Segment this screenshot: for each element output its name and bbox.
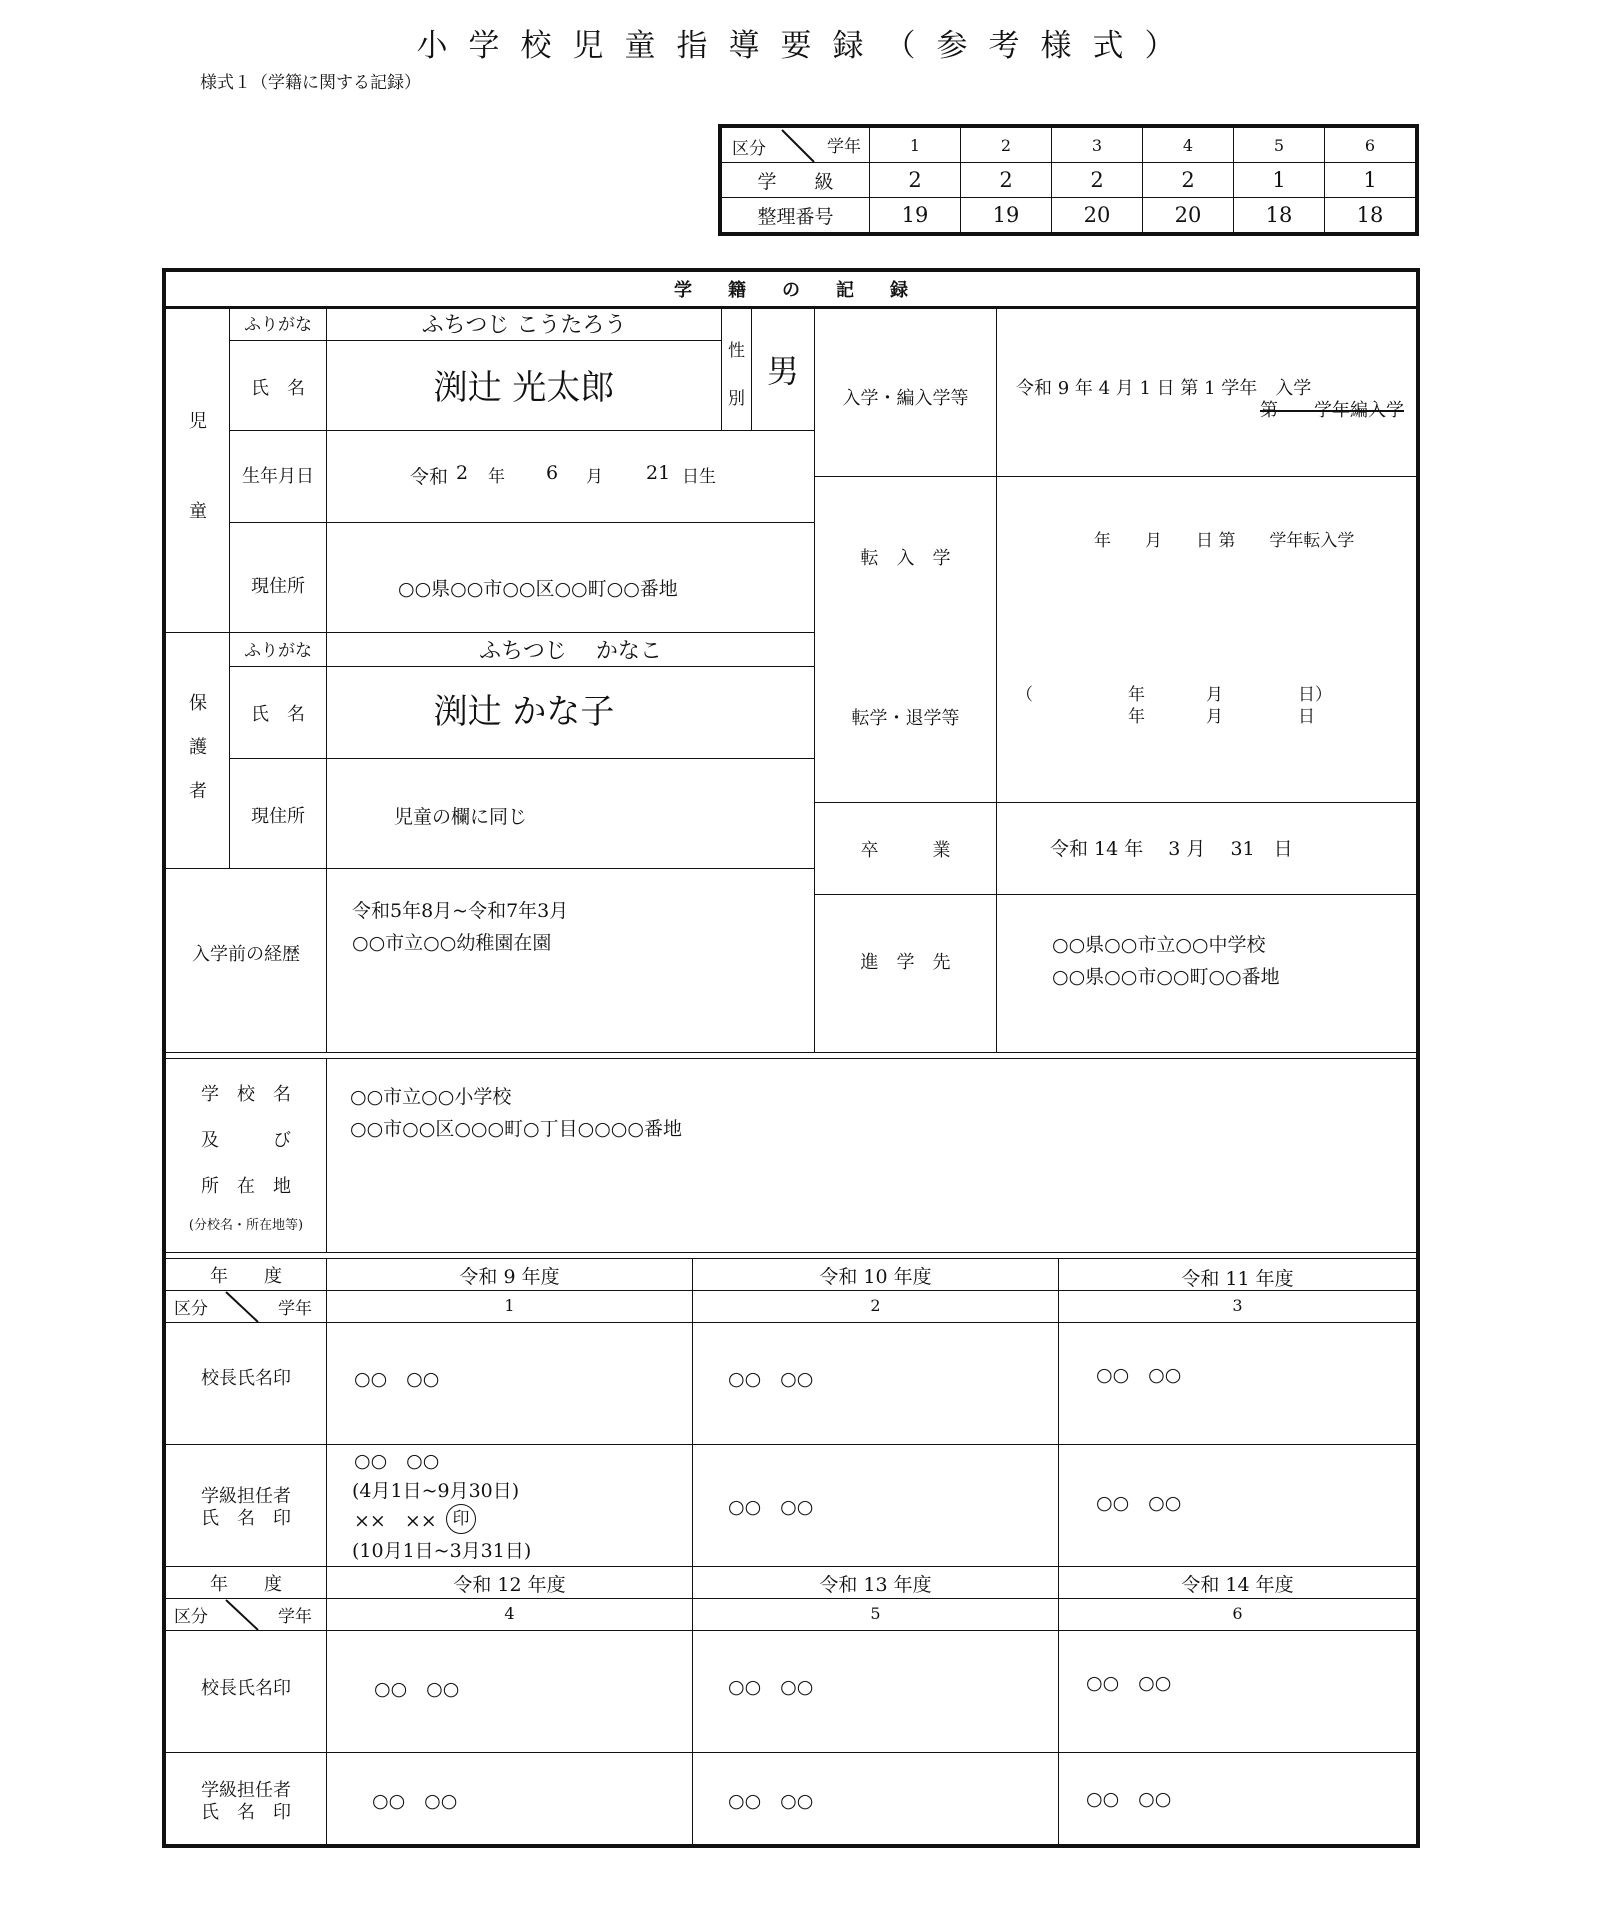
child-side-label-2: 童 [189, 501, 207, 522]
rule [166, 1052, 1416, 1053]
form-subtitle: 様式１（学籍に関する記録） [200, 73, 421, 93]
rule [996, 306, 997, 1052]
gakunen-label: 学年 [278, 1607, 312, 1627]
page-title: 小学校児童指導要録（参考様式） [416, 28, 1197, 64]
gakunen-label: 学年 [278, 1299, 312, 1319]
next-school-address: ○○県○○市○○町○○番地 [1052, 966, 1280, 988]
class-row [720, 163, 1417, 198]
next-school-label: 進 学 先 [860, 952, 951, 973]
transfer-entrance-struck: 第 学年編入学 [1260, 400, 1404, 421]
child-side-label-1: 児 [189, 411, 207, 432]
rule [814, 894, 1416, 895]
rule [229, 758, 814, 759]
sex-label-1: 性 [728, 341, 745, 361]
principal-r12: ○○ ○○ [374, 1678, 460, 1700]
child-furigana: ふちつじ こうたろう [421, 313, 627, 338]
teacher-label-2: 氏 名 印 [201, 1802, 291, 1823]
roll-number-value: 20 [1052, 198, 1143, 235]
grade-3: 3 [1232, 1296, 1243, 1315]
child-name-label: 氏 名 [251, 378, 305, 399]
rule [166, 868, 814, 869]
birth-day-unit: 日生 [682, 467, 716, 487]
rule [166, 1598, 1416, 1599]
teacher-r11: ○○ ○○ [1096, 1492, 1182, 1514]
year-r10: 令和 10 年度 [819, 1266, 932, 1288]
rule [326, 306, 327, 1052]
child-sex: 男 [766, 352, 799, 390]
kubun-label: 区分 [174, 1299, 208, 1319]
class-value: 2 [1052, 163, 1143, 198]
school-address: ○○市○○区○○○町○丁目○○○○番地 [350, 1118, 682, 1140]
leave-month: 月 [1206, 707, 1223, 727]
birth-year-unit: 年 [488, 467, 505, 487]
kubun-label: 区分 [174, 1607, 208, 1627]
school-label-note: (分校名・所在地等) [188, 1218, 304, 1233]
principal-r10: ○○ ○○ [728, 1368, 814, 1390]
roll-number-value: 18 [1325, 198, 1418, 235]
rule [166, 1058, 1416, 1059]
rule [814, 802, 1416, 803]
principal-label: 校長氏名印 [201, 1678, 291, 1699]
school-label-2: 及 び [201, 1130, 291, 1151]
guardian-furigana-label: ふりがな [244, 641, 312, 661]
seal-stamp [446, 1504, 476, 1534]
grade-6: 6 [1232, 1604, 1243, 1623]
child-name: 渕辻 光太郎 [433, 368, 615, 408]
rule [692, 1258, 693, 1844]
next-school-name: ○○県○○市立○○中学校 [1052, 934, 1266, 956]
rule [166, 1566, 1416, 1567]
rule [166, 1252, 1416, 1253]
teacher-r9-first: ○○ ○○ [354, 1450, 440, 1472]
seal-stamp-text: 印 [446, 1504, 476, 1534]
grade-number: 6 [1325, 126, 1418, 163]
grade-4: 4 [504, 1604, 515, 1623]
rule [166, 1322, 1416, 1323]
teacher-r14: ○○ ○○ [1086, 1788, 1172, 1810]
guardian-name: 渕辻 かな子 [433, 692, 615, 732]
rule [166, 632, 814, 633]
transfer-out-day: 日） [1298, 685, 1332, 705]
pre-school-period: 令和5年8月~令和7年3月 [352, 900, 569, 922]
grade-number: 3 [1052, 126, 1143, 163]
year-r9: 令和 9 年度 [459, 1266, 560, 1288]
guardian-address-label: 現住所 [251, 806, 305, 827]
guardian-name-label: 氏 名 [251, 704, 305, 725]
transfer-in-label: 転 入 学 [860, 548, 951, 569]
teacher-label-1: 学級担任者 [201, 1486, 291, 1507]
rule [166, 1258, 1416, 1259]
roll-number-value: 20 [1143, 198, 1234, 235]
transfer-out-label: 転学・退学等 [851, 708, 960, 729]
grade-5: 5 [870, 1604, 881, 1623]
grade-header-row [720, 126, 1417, 163]
rule [721, 306, 722, 430]
pre-school-label: 入学前の経歴 [192, 944, 300, 965]
transfer-in-text: 年 月 日 第 学年転入学 [1094, 531, 1355, 551]
enrollment-record-form [162, 268, 1420, 1848]
class-value: 2 [1143, 163, 1234, 198]
roll-number-row [720, 198, 1417, 235]
year-r14: 令和 14 年度 [1181, 1574, 1294, 1596]
graduation-label: 卒 業 [860, 840, 951, 861]
class-value: 1 [1325, 163, 1418, 198]
guardian-address: 児童の欄に同じ [394, 806, 528, 828]
rule [814, 476, 1416, 477]
guardian-side-label-3: 者 [189, 781, 207, 802]
teacher-r9-second-period: (10月1日~3月31日) [352, 1540, 532, 1562]
class-label: 学 級 [720, 163, 870, 198]
grade-2: 2 [870, 1296, 881, 1315]
teacher-r9-first-period: (4月1日~9月30日) [352, 1480, 520, 1502]
school-name: ○○市立○○小学校 [350, 1086, 512, 1108]
year-label: 年 度 [210, 1266, 282, 1287]
sex-label-2: 別 [728, 389, 745, 409]
birth-month: 6 [546, 462, 559, 484]
grade-number: 2 [961, 126, 1052, 163]
grade-number: 4 [1143, 126, 1234, 163]
section-title: 学 籍 の 記 録 [674, 280, 908, 301]
transfer-out-month: 月 [1206, 685, 1223, 705]
rule [326, 1258, 327, 1844]
rule [229, 340, 721, 341]
teacher-r10: ○○ ○○ [728, 1496, 814, 1518]
class-value: 2 [961, 163, 1052, 198]
roll-number-value: 19 [870, 198, 961, 235]
principal-label: 校長氏名印 [201, 1368, 291, 1389]
birth-day: 21 [646, 462, 671, 484]
entrance-label: 入学・編入学等 [842, 388, 969, 409]
grade-table [718, 124, 1419, 236]
rule [166, 1444, 1416, 1445]
graduation-date: 令和 14 年 3 月 31 日 [1050, 838, 1293, 860]
guardian-side-label-1: 保 [189, 693, 207, 714]
leave-day: 日 [1298, 707, 1315, 727]
teacher-r13: ○○ ○○ [728, 1790, 814, 1812]
rule [166, 1752, 1416, 1753]
roll-number-label: 整理番号 [720, 198, 870, 235]
rule [814, 306, 815, 1052]
kubun-label: 区分 [732, 139, 766, 159]
entrance-text: 令和 9 年 4 月 1 日 第 1 学年 入学 [1016, 378, 1312, 399]
rule [229, 666, 814, 667]
pre-school-name: ○○市立○○幼稚園在園 [352, 932, 552, 954]
year-r12: 令和 12 年度 [453, 1574, 566, 1596]
child-address: ○○県○○市○○区○○町○○番地 [398, 578, 678, 600]
roll-number-value: 19 [961, 198, 1052, 235]
principal-r14: ○○ ○○ [1086, 1672, 1172, 1694]
birth-era: 令和 [410, 466, 449, 488]
class-value: 1 [1234, 163, 1325, 198]
birth-year: 2 [456, 462, 469, 484]
guardian-side-label-2: 護 [189, 737, 207, 758]
rule [166, 1290, 1416, 1291]
teacher-label-2: 氏 名 印 [201, 1508, 291, 1529]
year-label: 年 度 [210, 1574, 282, 1595]
grade-number: 1 [870, 126, 961, 163]
child-furigana-label: ふりがな [244, 315, 312, 335]
birth-label: 生年月日 [242, 466, 314, 487]
teacher-r9-second: ×× ×× [354, 1510, 437, 1532]
rule [229, 430, 814, 431]
grade-number: 5 [1234, 126, 1325, 163]
grade-1: 1 [504, 1296, 515, 1315]
year-r11: 令和 11 年度 [1181, 1268, 1294, 1290]
class-value: 2 [870, 163, 961, 198]
principal-r11: ○○ ○○ [1096, 1364, 1182, 1386]
principal-r9: ○○ ○○ [354, 1368, 440, 1390]
transfer-out-open-paren: （ [1016, 685, 1033, 705]
rule [166, 1630, 1416, 1631]
teacher-r12: ○○ ○○ [372, 1790, 458, 1812]
transfer-out-year: 年 [1128, 685, 1145, 705]
principal-r13: ○○ ○○ [728, 1676, 814, 1698]
leave-year: 年 [1128, 707, 1145, 727]
rule [1058, 1258, 1059, 1844]
school-label-1: 学 校 名 [201, 1084, 291, 1105]
child-address-label: 現住所 [251, 576, 305, 597]
kubun-gakunen-header [720, 126, 870, 163]
roll-number-value: 18 [1234, 198, 1325, 235]
school-label-3: 所 在 地 [201, 1176, 291, 1197]
birth-month-unit: 月 [586, 467, 603, 487]
year-r13: 令和 13 年度 [819, 1574, 932, 1596]
teacher-label-1: 学級担任者 [201, 1780, 291, 1801]
rule [229, 522, 814, 523]
guardian-furigana: ふちつじ かなこ [479, 639, 662, 664]
rule [326, 1058, 327, 1252]
gakunen-label: 学年 [827, 137, 861, 157]
